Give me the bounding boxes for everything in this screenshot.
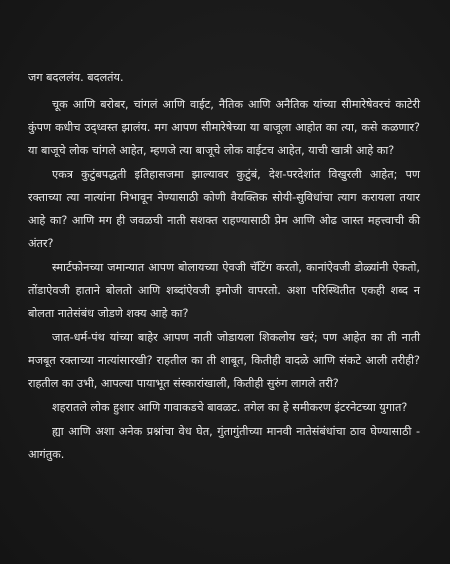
opening-line: जग बदललंय. बदलतंय. <box>28 71 124 84</box>
paragraph-2: एकत्र कुटुंबपद्धती इतिहासजमा झाल्यावर कुटुंबं, देश-परदेशांत विखुरली आहेत; पण रक्ताच्या त्या नात्यांना निभावून नेण्यासाठी कोणी वैयक्तिक सोयी-सुविधांचा त्याग करायला तयार आहे का? आणि मग ही जवळची नाती सशक्त राहण्यासाठी प्रेम आणि ओढ जास्त महत्त्वाची की अंतर? <box>28 168 420 250</box>
paragraph-1: चूक आणि बरोबर, चांगलं आणि वाईट, नैतिक आणि अनैतिक यांच्या सीमारेषेवरचं काटेरी कुंपण कधीच उद्ध्वस्त झालंय. मग आपण सीमारेषेच्या या बाजूला आहोत का त्या, कसे कळणार? या बाजूचे लोक चांगले आहेत, म्हणजे त्या बाजूचे लोक वाईटच आहेत, याची खात्री आहे का? <box>28 98 420 157</box>
paragraph-4: जात-धर्म-पंथ यांच्या बाहेर आपण नाती जोडायला शिकलोय खरं; पण आहेत का ती नाती मजबूत रक्ताच्या नात्यांसारखी? राहतील का ती शाबूत, कितीही वादळे आणि संकटे आली तरीही? राहतील का उभी, आपल्या पायाभूत संस्कारांखाली, कितीही सुरुंग लागले तरी? <box>28 331 420 390</box>
blurb-text <box>28 66 420 467</box>
paragraph-6: ह्या आणि अशा अनेक प्रश्नांचा वेध घेत, गुंतागुंतीच्या मानवी नातेसंबंधांचा ठाव घेण्यासाठी - आगंतुक. <box>28 425 420 461</box>
paragraph-5: शहरातले लोक हुशार आणि गावाकडचे बावळट. तगेल का हे समीकरण इंटरनेटच्या युगात? <box>52 401 408 414</box>
paragraph-3: स्मार्टफोनच्या जमान्यात आपण बोलायच्या ऐवजी चॅटिंग करतो, कानांऐवजी डोळ्यांनी ऐकतो, तोंडाऐवजी हाताने बोलतो आणि शब्दांऐवजी इमोजी वापरतो. अशा परिस्थितीत एकही शब्द न बोलता नातेसंबंध जोडणे शक्य आहे का? <box>28 261 420 320</box>
